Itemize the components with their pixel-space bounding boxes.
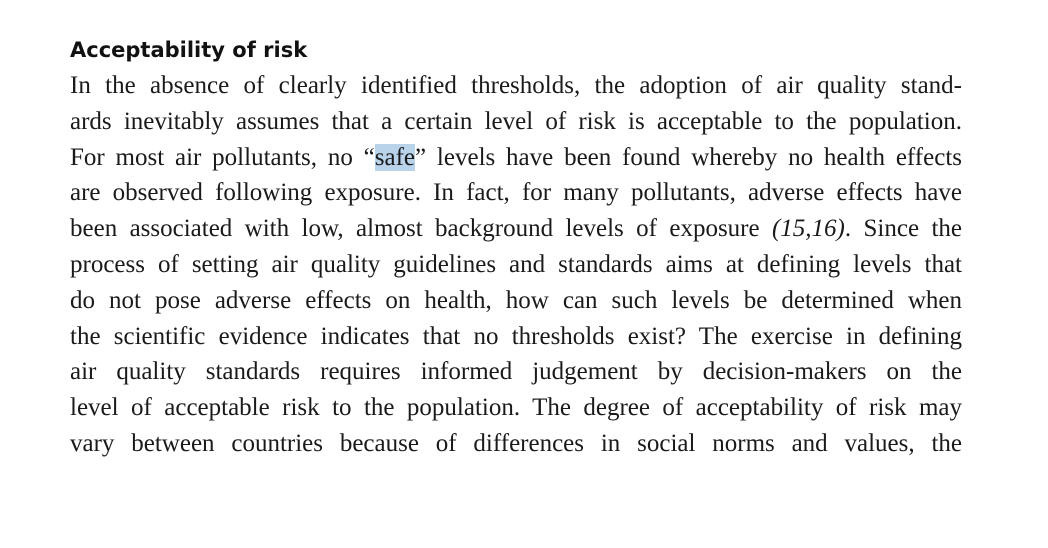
section-heading: Acceptability of risk [70, 38, 308, 62]
citation-reference: (15,16) [771, 215, 845, 243]
selected-word-highlight[interactable]: safe [374, 143, 416, 171]
text-line-2: ards inevitably assumes that a certain level of risk is acceptable to the population. [70, 107, 962, 135]
text-line-11: vary between countries because of differences in social norms and values, the [70, 429, 962, 457]
text-line-6: process of setting air quality guidelines and standards aims at defining levels that [70, 250, 962, 278]
text-line-7: do not pose adverse effects on health, how can such levels be determined when [70, 286, 962, 314]
text-line-10: level of acceptable risk to the population. The degree of acceptability of risk may [70, 394, 962, 422]
text-line-1: In the absence of clearly identified thresholds, the adoption of air quality stand- [70, 72, 962, 99]
document-page [70, 34, 962, 462]
text-segment: ” levels have been found whereby no health effects [415, 143, 963, 171]
text-line-9: air quality standards requires informed judgement by decision-makers on the [70, 358, 962, 386]
text-line-5 [70, 211, 962, 247]
text-segment: For most air pollutants, no “ [70, 143, 375, 171]
text-line-8: the scientific evidence indicates that no thresholds exist? The exercise in defining [70, 322, 962, 350]
text-segment: been associated with low, almost background levels of exposure [70, 215, 772, 243]
text-segment: . Since the [844, 215, 962, 243]
text-line-3 [70, 140, 962, 176]
section-body [70, 68, 962, 462]
text-line-4: are observed following exposure. In fact, for many pollutants, adverse effects have [70, 179, 962, 207]
